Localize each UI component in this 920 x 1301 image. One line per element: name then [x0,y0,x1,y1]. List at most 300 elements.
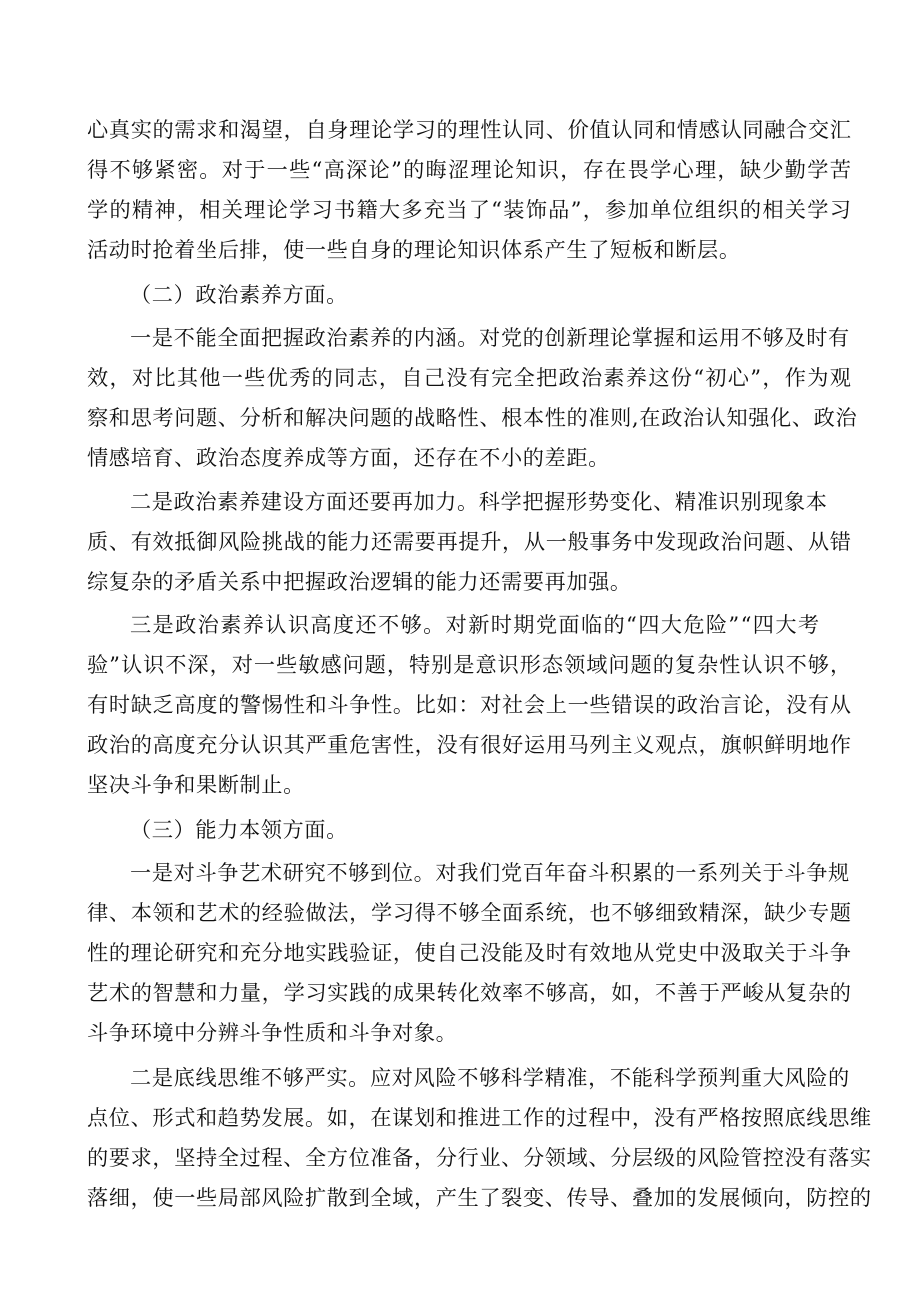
glyph: 治 [720,529,743,554]
glyph: ， [784,1185,807,1210]
glyph: 研 [174,940,197,965]
glyph: 对 [231,652,254,677]
glyph: 考 [797,612,820,637]
glyph: 求 [196,117,219,142]
glyph: 战 [283,529,306,554]
glyph: ， [764,692,786,717]
text-line [130,482,828,522]
glyph: 考 [152,405,175,430]
glyph: ， [176,197,199,222]
glyph: 战 [413,405,436,430]
glyph: 风 [218,529,240,554]
glyph: 、 [108,900,131,925]
glyph: 的 [311,365,334,390]
glyph: 上 [545,692,568,717]
glyph: 感 [698,117,721,142]
glyph: 严 [305,732,328,757]
glyph: 照 [762,1105,785,1130]
glyph: 政 [558,365,581,390]
text-line [87,110,852,150]
glyph: 些 [244,365,266,390]
glyph: 预 [697,1065,719,1090]
glyph: 则 [610,405,632,430]
glyph: 势 [587,489,610,514]
glyph: 和 [675,325,698,350]
glyph: 一 [130,325,152,350]
glyph: 判 [718,1065,741,1090]
glyph: 秀 [289,365,311,390]
glyph: 够 [762,325,785,350]
glyph: 握 [653,325,676,350]
glyph: 论 [152,940,175,965]
glyph: 题 [764,529,786,554]
glyph: 部 [239,1185,262,1210]
glyph: 还 [347,489,370,514]
glyph: 和 [435,1105,458,1130]
glyph: 不 [326,860,349,885]
glyph: 。 [423,612,445,637]
glyph: 、 [217,405,240,430]
glyph: 题 [364,652,387,677]
glyph: 强 [748,405,771,430]
glyph: 于 [244,157,266,182]
glyph: 展 [283,1105,305,1130]
glyph: 少 [762,157,785,182]
glyph: 重 [740,1065,763,1090]
glyph: 识 [497,652,520,677]
glyph: 度 [332,612,355,637]
glyph: 准 [370,1145,393,1170]
glyph: 量 [239,980,262,1005]
glyph: 一 [675,860,698,885]
glyph: 实 [130,117,153,142]
glyph: 转 [436,980,459,1005]
glyph: 意 [475,652,498,677]
glyph: 变 [609,489,632,514]
glyph: 时 [108,692,131,717]
glyph: 份 [670,365,693,390]
glyph: 识 [143,652,165,677]
glyph: 晦 [425,157,448,182]
glyph: 也 [589,900,612,925]
glyph: 合 [786,117,808,142]
glyph: 形 [152,1105,175,1130]
glyph: 分 [239,405,262,430]
glyph: 质 [87,529,109,554]
glyph: 线 [806,1105,829,1130]
glyph: 升 [480,529,502,554]
glyph: 艺 [239,860,261,885]
glyph: 杂 [697,652,719,677]
glyph: 域 [586,652,609,677]
glyph: 敏 [298,652,320,677]
glyph: 察 [87,405,109,430]
glyph: 领 [564,652,586,677]
glyph: 神 [154,197,177,222]
glyph: 不 [654,980,677,1005]
glyph: 。 [304,1105,327,1130]
glyph: 的 [566,405,589,430]
glyph: 。 [348,1065,370,1090]
glyph: 学 [392,117,415,142]
glyph: 能 [327,529,350,554]
glyph: 设 [282,489,305,514]
glyph: 不 [457,1065,479,1090]
glyph: 性 [719,652,741,677]
glyph: 控 [762,1145,785,1170]
glyph: 本 [522,405,545,430]
glyph: 的 [849,1185,872,1210]
glyph: 的 [653,860,676,885]
glyph: 需 [174,117,197,142]
glyph: 严 [720,980,743,1005]
glyph: 性 [480,117,502,142]
glyph: 方 [326,1145,349,1170]
glyph: 性 [544,405,567,430]
glyph: 同 [742,117,765,142]
glyph: 专 [807,900,830,925]
glyph: 扩 [304,1185,327,1210]
glyph: 要 [108,1145,131,1170]
glyph: 把 [522,489,545,514]
glyph: 度 [174,732,197,757]
glyph: 验 [87,652,109,677]
glyph: 二 [130,489,152,514]
text-line [87,150,852,190]
glyph: 取 [742,940,765,965]
glyph: 精 [131,197,154,222]
text-line [130,605,820,645]
glyph: 斗 [807,940,830,965]
glyph: ， [567,900,590,925]
glyph: 籍 [356,197,379,222]
glyph: 展 [719,1185,741,1210]
glyph: 很 [480,732,502,757]
glyph: 峻 [742,980,765,1005]
glyph: 自 [436,940,459,965]
glyph: 积 [609,860,632,885]
glyph: 政 [676,692,699,717]
glyph: 效 [589,940,612,965]
glyph: 不 [611,900,634,925]
glyph: 深 [187,652,210,677]
glyph: 素 [348,325,370,350]
glyph: 分 [218,732,240,757]
glyph: 列 [589,732,612,757]
glyph: 习 [392,900,415,925]
glyph: 法 [327,900,350,925]
glyph: 别 [740,489,763,514]
glyph: 象 [783,489,806,514]
glyph: 了 [479,1185,502,1210]
glyph: 题 [195,405,218,430]
glyph: 够 [400,612,423,637]
glyph: 警 [239,692,262,717]
text-line: 活动时抢着坐后排，使一些自身的理论知识体系产生了短板和断层。 [87,237,741,262]
glyph: 治 [197,612,220,637]
glyph: 斗 [588,860,610,885]
glyph: 和 [218,940,240,965]
glyph: 式 [174,1105,196,1130]
glyph: 系 [523,900,546,925]
glyph: 认 [720,117,743,142]
glyph: 深 [720,900,743,925]
glyph: 分 [522,1145,545,1170]
glyph: ” [390,157,403,182]
glyph: 行 [457,1145,480,1170]
glyph: 是 [151,489,174,514]
glyph: 位 [672,197,695,222]
glyph: 不 [109,157,132,182]
glyph: 力 [435,489,457,514]
glyph: 够 [458,900,481,925]
glyph: 得 [87,157,109,182]
glyph: 加 [413,489,436,514]
glyph: 比 [154,365,177,390]
glyph: 的 [652,652,675,677]
glyph: 政 [813,405,836,430]
glyph: 握 [282,325,305,350]
glyph: 在 [639,405,662,430]
glyph: ， [386,652,409,677]
glyph: 创 [544,325,567,350]
glyph: 汇 [829,117,852,142]
glyph: 风 [784,1065,807,1090]
glyph: 思 [828,1105,850,1130]
glyph: 进 [479,1105,502,1130]
glyph: 的 [130,980,153,1005]
glyph: 思 [130,405,153,430]
glyph: 存 [582,157,605,182]
glyph: 的 [675,1185,698,1210]
glyph: 有 [567,940,590,965]
glyph: 化 [770,405,792,430]
glyph: 紧 [154,157,177,182]
glyph: 高 [567,980,590,1005]
glyph: 性 [392,732,415,757]
glyph: 知 [726,405,749,430]
glyph: 我 [457,860,479,885]
glyph: 面 [502,900,524,925]
glyph: 是 [151,1065,174,1090]
glyph: 到 [348,1185,371,1210]
glyph: 史 [676,940,699,965]
glyph: 中 [610,1105,632,1130]
glyph: 自 [305,117,328,142]
glyph: ， [631,1105,654,1130]
glyph: 学 [500,489,523,514]
glyph: 主 [611,732,634,757]
glyph: 涩 [447,157,470,182]
glyph: 危 [683,612,706,637]
glyph: 没 [446,365,469,390]
glyph: ， [130,1185,153,1210]
glyph: 的 [828,1065,850,1090]
glyph: 没 [653,1105,676,1130]
glyph: 、 [653,489,675,514]
glyph: 心 [727,365,750,390]
glyph: 险 [239,529,262,554]
glyph: 和 [218,117,240,142]
glyph: 识 [718,489,741,514]
text-line [87,1178,872,1218]
glyph: 心 [672,157,695,182]
glyph: ， [717,157,740,182]
glyph: 验 [349,940,371,965]
glyph: 根 [501,405,523,430]
glyph: 势 [239,1105,262,1130]
glyph: 够 [633,900,655,925]
glyph: 不 [260,1065,283,1090]
glyph: 学 [370,900,393,925]
glyph: ， [502,529,524,554]
glyph: 、 [130,1105,153,1130]
text-line [130,853,850,893]
text-line [87,933,852,973]
glyph: 一 [130,860,152,885]
glyph: 够 [282,1065,305,1090]
glyph: 的 [305,529,328,554]
glyph: 价 [567,117,590,142]
glyph: 高 [323,157,346,182]
glyph: 识 [763,652,786,677]
glyph: 为 [807,365,830,390]
glyph: 内 [413,325,436,350]
glyph: 论 [368,157,391,182]
glyph: 治 [835,405,858,430]
glyph: 情 [676,117,699,142]
glyph: 学 [289,197,311,222]
glyph: 发 [697,1185,720,1210]
text-line: 斗争环境中分辨斗争性质和斗争对象。 [87,1020,458,1045]
glyph: 、 [588,1145,611,1170]
glyph: 位 [108,1105,131,1130]
glyph: ， [349,900,371,925]
glyph: 饰 [525,197,548,222]
glyph: 党 [535,612,558,637]
glyph: 导 [588,1185,611,1210]
glyph: 理 [349,117,371,142]
glyph: 和 [108,405,131,430]
glyph: 倾 [740,1185,763,1210]
glyph: 自 [401,365,424,390]
glyph: 好 [502,732,524,757]
glyph: 度 [196,692,219,717]
glyph: 趋 [217,1105,240,1130]
glyph: 率 [502,980,524,1005]
glyph: 素 [603,365,626,390]
glyph: 落 [828,1145,850,1170]
glyph: 向 [762,1185,785,1210]
glyph: 级 [653,1145,676,1170]
glyph: 防 [806,1185,829,1210]
glyph: ， [261,980,284,1005]
glyph: 、 [544,1185,567,1210]
glyph: 理 [130,940,153,965]
glyph: 维 [849,1105,872,1130]
glyph: 相 [762,197,785,222]
glyph: 科 [500,1065,523,1090]
glyph: 理 [588,325,610,350]
glyph: 成 [392,980,415,1005]
glyph: 的 [152,117,175,142]
glyph: 理 [694,157,717,182]
glyph: 系 [697,860,719,885]
glyph: 交 [807,117,830,142]
glyph: 本 [130,900,153,925]
glyph: 问 [348,405,371,430]
glyph: 汲 [720,940,743,965]
glyph: 初 [705,365,728,390]
glyph: 准 [696,489,719,514]
text-line: 坚决斗争和果断制止。 [87,772,305,797]
glyph: 还 [355,612,378,637]
glyph: 过 [566,1105,589,1130]
glyph: 域 [392,1185,414,1210]
glyph: 和 [174,900,197,925]
glyph: 如 [611,980,634,1005]
glyph: 够 [807,652,830,677]
glyph: 建 [260,489,283,514]
glyph: 认 [704,405,727,430]
section-heading: （二）政治素养方面。 [130,282,348,307]
glyph: 治 [108,732,131,757]
glyph: 精 [674,489,697,514]
glyph: 高 [152,732,175,757]
glyph: 善 [676,980,699,1005]
glyph: 不 [785,652,808,677]
glyph: 当 [446,197,469,222]
glyph: 地 [283,940,306,965]
glyph: 位 [348,1145,371,1170]
glyph: 性 [457,405,480,430]
glyph: 社 [502,692,524,717]
glyph: 杂 [807,980,830,1005]
glyph: 面 [558,612,581,637]
glyph: 养 [238,489,261,514]
glyph: 和 [283,405,305,430]
glyph: ， [378,365,401,390]
glyph: 需 [392,529,415,554]
glyph: 其 [283,732,306,757]
glyph: 经 [261,900,284,925]
text-line: 情感培育、政治态度养成等方面，还存在不小的差距。 [87,445,610,470]
glyph: ， [762,365,785,390]
glyph: 关 [221,197,244,222]
glyph: 融 [764,117,786,142]
glyph: 认 [611,117,634,142]
glyph: 和 [196,980,219,1005]
glyph: 复 [786,980,808,1005]
glyph: 研 [282,860,305,885]
glyph: 科 [653,1065,676,1090]
glyph: 程 [261,1145,284,1170]
glyph: 践 [327,940,350,965]
glyph: 特 [408,652,431,677]
glyph: 二 [130,1065,152,1090]
text-line [87,973,852,1013]
glyph: 危 [349,732,371,757]
glyph: 充 [239,940,262,965]
glyph: 识 [537,157,560,182]
glyph: ， [152,1145,175,1170]
glyph: 效 [480,980,502,1005]
glyph: 般 [567,529,590,554]
glyph: 域 [566,1145,589,1170]
glyph: 织 [717,197,740,222]
glyph: 义 [633,732,655,757]
glyph: 是 [453,652,476,677]
